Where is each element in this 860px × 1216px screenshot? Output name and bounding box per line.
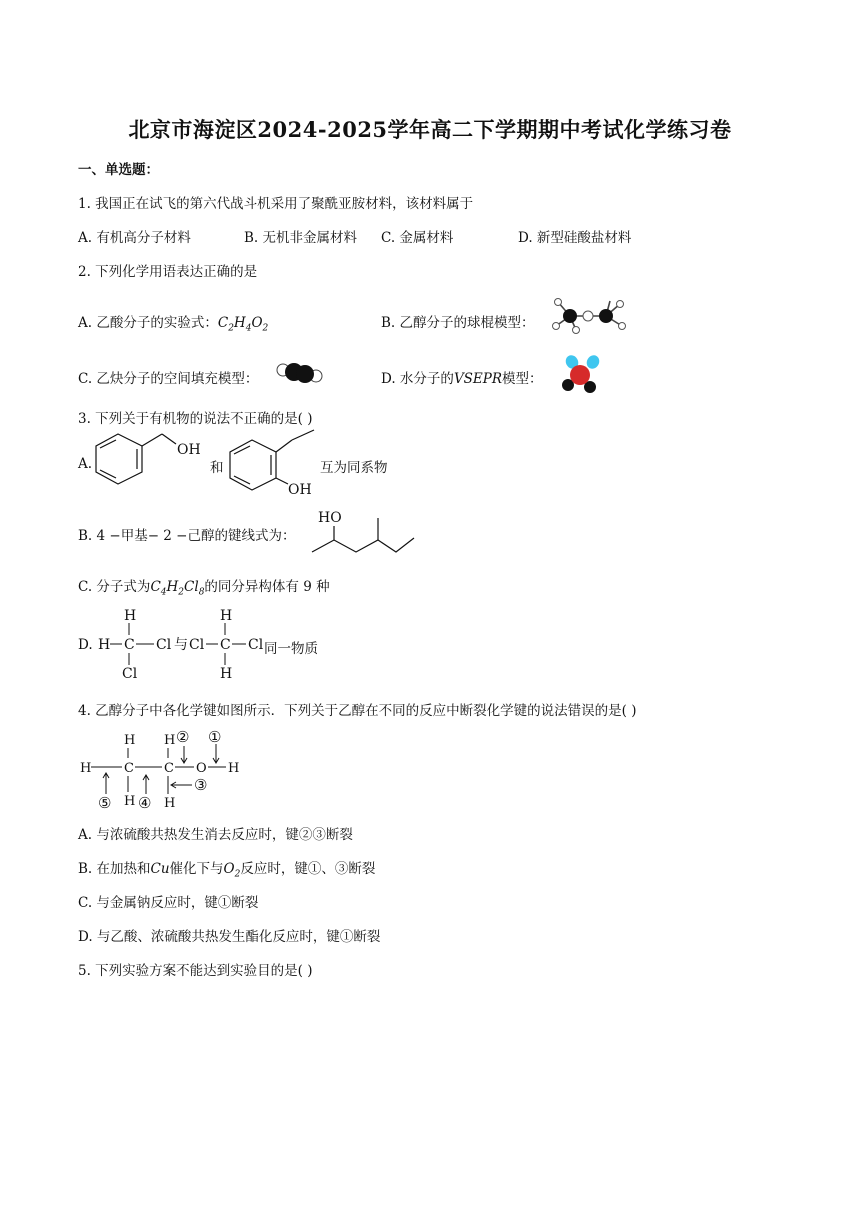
q3-option-d-label: D. [78,637,93,653]
svg-text:H: H [98,637,111,653]
q1-option-d: D. 新型硅酸盐材料 [518,230,632,246]
q2-option-b: B. 乙醇分子的球棍模型： [381,315,535,331]
svg-text:H: H [124,733,136,748]
bond-label-5: ⑤ [98,794,112,812]
methylhexanol-skeletal-formula [310,506,420,556]
ethylphenol-structure [226,428,322,498]
q3-d-suffix: 同一物质 [264,641,318,657]
svg-text:与: 与 [174,637,188,653]
ethanol-ball-stick-model [548,296,628,336]
svg-text:C: C [164,761,174,776]
svg-text:C: C [124,761,134,776]
q3-a-suffix: 互为同系物 [320,460,388,476]
svg-text:Cl: Cl [156,637,172,653]
ethanol-bond-diagram [78,722,258,814]
bond-label-3: ③ [194,776,208,794]
svg-text:Cl: Cl [248,637,264,653]
svg-text:H: H [220,608,233,624]
q1-option-b: B. 无机非金属材料 [244,230,358,246]
svg-text:H: H [228,761,240,776]
q3-option-c: C. 分子式为$C_4H_2Cl_8$的同分异构体有 9 种 [78,579,330,598]
q3-a-and: 和 [210,460,224,476]
svg-text:H: H [124,608,137,624]
q3-option-b: B. 4 −甲基− 2 −己醇的键线式为： [78,528,296,544]
q1-option-c: C. 金属材料 [381,230,454,246]
svg-text:H: H [164,796,176,811]
svg-text:C: C [220,637,231,653]
q2-option-c: C. 乙炔分子的空间填充模型： [78,371,259,387]
svg-text:Cl: Cl [122,666,138,682]
acetylene-space-filling-model [276,360,326,388]
q4-option-c: C. 与金属钠反应时，键①断裂 [78,895,259,911]
benzyl-alcohol-structure [94,432,214,494]
svg-text:H: H [124,794,136,809]
svg-text:H: H [164,733,176,748]
q4-stem: 4. 乙醇分子中各化学键如图所示．下列关于乙醇在不同的反应中断裂化学键的说法错误的是( ) [78,703,637,719]
q2-option-a-label: A. 乙酸分子的实验式： [78,315,218,331]
q3-a-oh2: OH [288,482,312,498]
q2-option-d: D. 水分子的VSEPR模型： [381,371,543,387]
q5-stem: 5. 下列实验方案不能达到实验目的是( ) [78,963,313,979]
oxygen-formula: $O_2$ [223,861,241,880]
acetic-empirical-formula: $C_2H_4O_2$ [217,315,269,334]
vsepr-label: VSEPR [453,371,503,387]
svg-text:Cl: Cl [189,637,205,653]
q2-option-a [78,311,268,334]
q4-option-b: B. 在加热和Cu催化下与$O_2$反应时，键①、③断裂 [78,861,376,880]
bond-label-2: ② [176,728,190,746]
svg-text:H: H [220,666,233,682]
water-vsepr-model [560,353,608,395]
page-title: 北京市海淀区2024-2025学年高二下学期期中考试化学练习卷 [128,117,732,142]
q1-stem: 1. 我国正在试飞的第六代战斗机采用了聚酰亚胺材料，该材料属于 [78,196,474,212]
q4-option-a: A. 与浓硫酸共热发生消去反应时，键②③断裂 [78,827,353,843]
svg-text:H: H [80,761,92,776]
bond-label-1: ① [208,728,222,746]
q3-a-oh1: OH [177,442,201,458]
bond-label-4: ④ [138,794,152,812]
copper-symbol: Cu [150,861,170,877]
q3-option-a-label: A. [78,456,93,472]
section-heading: 一、单选题： [78,162,159,178]
q4-option-d: D. 与乙酸、浓硫酸共热发生酯化反应时，键①断裂 [78,929,381,945]
svg-text:C: C [124,637,135,653]
q3-b-ho: HO [318,510,342,526]
svg-text:O: O [196,761,207,776]
c4h2cl8-formula: $C_4H_2Cl_8$ [150,579,205,598]
q2-stem: 2. 下列化学用语表达正确的是 [78,264,258,280]
q1-option-a: A. 有机高分子材料 [78,230,191,246]
q3-stem: 3. 下列关于有机物的说法不正确的是( ) [78,411,313,427]
